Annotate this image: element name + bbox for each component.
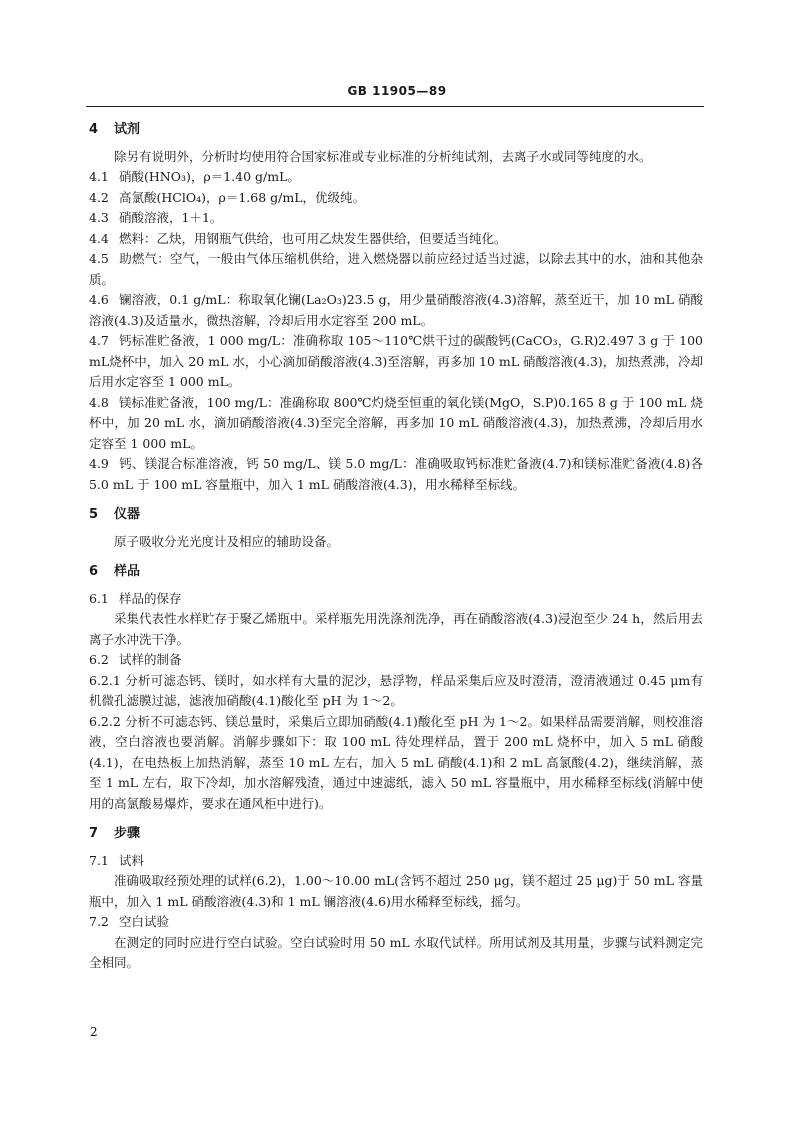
clause-4-6 bbox=[89, 290, 703, 331]
clause-6-1 bbox=[89, 589, 703, 610]
section-number: 7 bbox=[89, 826, 99, 841]
document-body bbox=[89, 120, 703, 974]
standard-number-header: GB 11905—89 bbox=[347, 84, 447, 98]
clause-text: 试料 bbox=[119, 852, 145, 868]
paragraph-blank-test: 在测定的同时应进行空白试验。空白试验时用 50 mL 水取代试样。所用试剂及其用量，步骤与试料测定完全相同。 bbox=[89, 934, 703, 970]
section-heading-4 bbox=[89, 120, 703, 141]
clause-number: 4.4 bbox=[89, 230, 109, 246]
clause-7-2 bbox=[89, 912, 703, 933]
header-divider bbox=[86, 106, 704, 107]
clause-number: 4.1 bbox=[89, 169, 109, 184]
clause-text: 硝酸(HNO₃)，ρ＝1.40 g/mL。 bbox=[119, 169, 300, 184]
clause-6-2-1 bbox=[89, 671, 703, 712]
clause-text: 硝酸溶液，1＋1。 bbox=[119, 210, 223, 225]
clause-number: 7.1 bbox=[89, 852, 109, 868]
clause-number: 4.6 bbox=[89, 292, 109, 307]
clause-4-3 bbox=[89, 208, 703, 229]
clause-4-1 bbox=[89, 167, 703, 188]
paragraph-instruments: 原子吸收分光光度计及相应的辅助设备。 bbox=[114, 533, 340, 549]
section-title: 试剂 bbox=[114, 122, 141, 137]
clause-text: 钙标准贮备液，1 000 mg/L：准确称取 105～110℃烘干过的碳酸钙(CaCO₃，G.R)2.497 3 g 于 100 mL烧杯中，加入 20 mL 水，小心滴加硝酸溶液(4.3)至溶解，再多加 10 mL 硝酸溶液(4.3)，加热煮沸，冷却后用水定容至 1 000 mL。 bbox=[89, 333, 703, 389]
clause-number: 6.2 bbox=[89, 652, 109, 667]
clause-number: 4.8 bbox=[89, 394, 109, 410]
paragraph-sample-storage: 采集代表性水样贮存于聚乙烯瓶中。采样瓶先用洗涤剂洗净，再在硝酸溶液(4.3)浸泡至少 24 h，然后用去离子水冲洗干净。 bbox=[89, 611, 703, 647]
clause-4-9 bbox=[89, 454, 703, 495]
clause-text: 空白试验 bbox=[119, 914, 170, 929]
clause-6-2 bbox=[89, 650, 703, 671]
section-heading-7 bbox=[89, 824, 703, 845]
section-number: 4 bbox=[89, 122, 99, 137]
clause-text: 样品的保存 bbox=[119, 590, 182, 606]
clause-4-2 bbox=[89, 188, 703, 209]
section-title: 步骤 bbox=[114, 826, 141, 841]
paragraph-test-portion: 准确吸取经预处理的试样(6.2)，1.00～10.00 mL(含钙不超过 250 μg，镁不超过 25 μg)于 50 mL 容量瓶中，加入 1 mL 硝酸溶液(4.3)和 1 mL 镧溶液(4.6)用水稀释至标线，摇匀。 bbox=[89, 873, 703, 909]
section-heading-6 bbox=[89, 562, 703, 583]
clause-7-1 bbox=[89, 851, 703, 872]
clause-4-8 bbox=[89, 393, 703, 455]
clause-number: 4.5 bbox=[89, 251, 109, 266]
clause-text: 试样的制备 bbox=[119, 652, 182, 667]
clause-4-7 bbox=[89, 331, 703, 393]
section-number: 6 bbox=[89, 564, 99, 579]
page-number: 2 bbox=[90, 1025, 98, 1039]
clause-number: 6.1 bbox=[89, 590, 109, 606]
clause-number: 6.2.2 bbox=[89, 713, 121, 729]
clause-number: 6.2.1 bbox=[89, 672, 121, 688]
clause-text: 镁标准贮备液，100 mg/L：准确称取 800℃灼烧至恒重的氧化镁(MgO，S.P)0.165 8 g 于 100 mL 烧杯中，加 20 mL 水，滴加硝酸溶液(4.3)至完全溶解，再多加 10 mL 硝酸溶液(4.3)，加热煮沸，冷却后用水定容至 1 000 mL。 bbox=[89, 394, 703, 451]
clause-number: 4.7 bbox=[89, 333, 109, 348]
section-number: 5 bbox=[89, 507, 99, 522]
clause-text: 燃料：乙炔，用钢瓶气供给，也可用乙炔发生器供给，但要适当纯化。 bbox=[119, 230, 507, 246]
clause-text: 镧溶液，0.1 g/mL：称取氧化镧(La₂O₃)23.5 g，用少量硝酸溶液(4.3)溶解，蒸至近干，加 10 mL 硝酸溶液(4.3)及适量水，微热溶解，冷却后用水定容至 200 mL。 bbox=[89, 292, 703, 328]
clause-number: 7.2 bbox=[89, 914, 109, 929]
clause-number: 4.3 bbox=[89, 210, 109, 225]
clause-4-5 bbox=[89, 249, 703, 290]
clause-4-4 bbox=[89, 229, 703, 250]
clause-text: 高氯酸(HClO₄)，ρ＝1.68 g/mL，优级纯。 bbox=[119, 189, 365, 205]
clause-6-2-2 bbox=[89, 712, 703, 815]
clause-number: 4.2 bbox=[89, 189, 109, 205]
clause-number: 4.9 bbox=[89, 456, 109, 471]
paragraph-reagents-intro: 除另有说明外，分析时均使用符合国家标准或专业标准的分析纯试剂，去离子水或同等纯度的水。 bbox=[114, 148, 652, 164]
section-heading-5 bbox=[89, 505, 703, 526]
section-title: 样品 bbox=[114, 564, 141, 579]
clause-text: 助燃气：空气，一般由气体压缩机供给，进入燃烧器以前应经过适当过滤，以除去其中的水，油和其他杂质。 bbox=[89, 251, 703, 287]
clause-text: 分析可滤态钙、镁时，如水样有大量的泥沙，悬浮物，样品采集后应及时澄清，澄清液通过 0.45 μm有机微孔滤膜过滤，滤液加硝酸(4.1)酸化至 pH 为 1～2。 bbox=[89, 672, 703, 708]
clause-text: 钙、镁混合标准溶液，钙 50 mg/L、镁 5.0 mg/L：准确吸取钙标准贮备液(4.7)和镁标准贮备液(4.8)各 5.0 mL 于 100 mL 容量瓶中，加入 1 mL 硝酸溶液(4.3)，用水稀释至标线。 bbox=[89, 456, 703, 492]
section-title: 仪器 bbox=[114, 507, 141, 522]
clause-text: 分析不可滤态钙、镁总量时，采集后立即加硝酸(4.1)酸化至 pH 为 1～2。如果样品需要消解，则校准溶液，空白溶液也要消解。消解步骤如下：取 100 mL 待处理样品，置于 200 mL 烧杯中，加入 5 mL 硝酸(4.1)，在电热板上加热消解，蒸至 10 mL 左右，加入 5 mL 硝酸(4.1)和 2 mL 高氯酸(4.2)，继续消解，蒸至 1 mL 左右，取下冷却，加水溶解残渣，通过中速滤纸，滤入 50 mL 容量瓶中，用水稀释至标线(消解中使用的高氯酸易爆炸，要求在通风柜中进行)。 bbox=[89, 713, 703, 811]
